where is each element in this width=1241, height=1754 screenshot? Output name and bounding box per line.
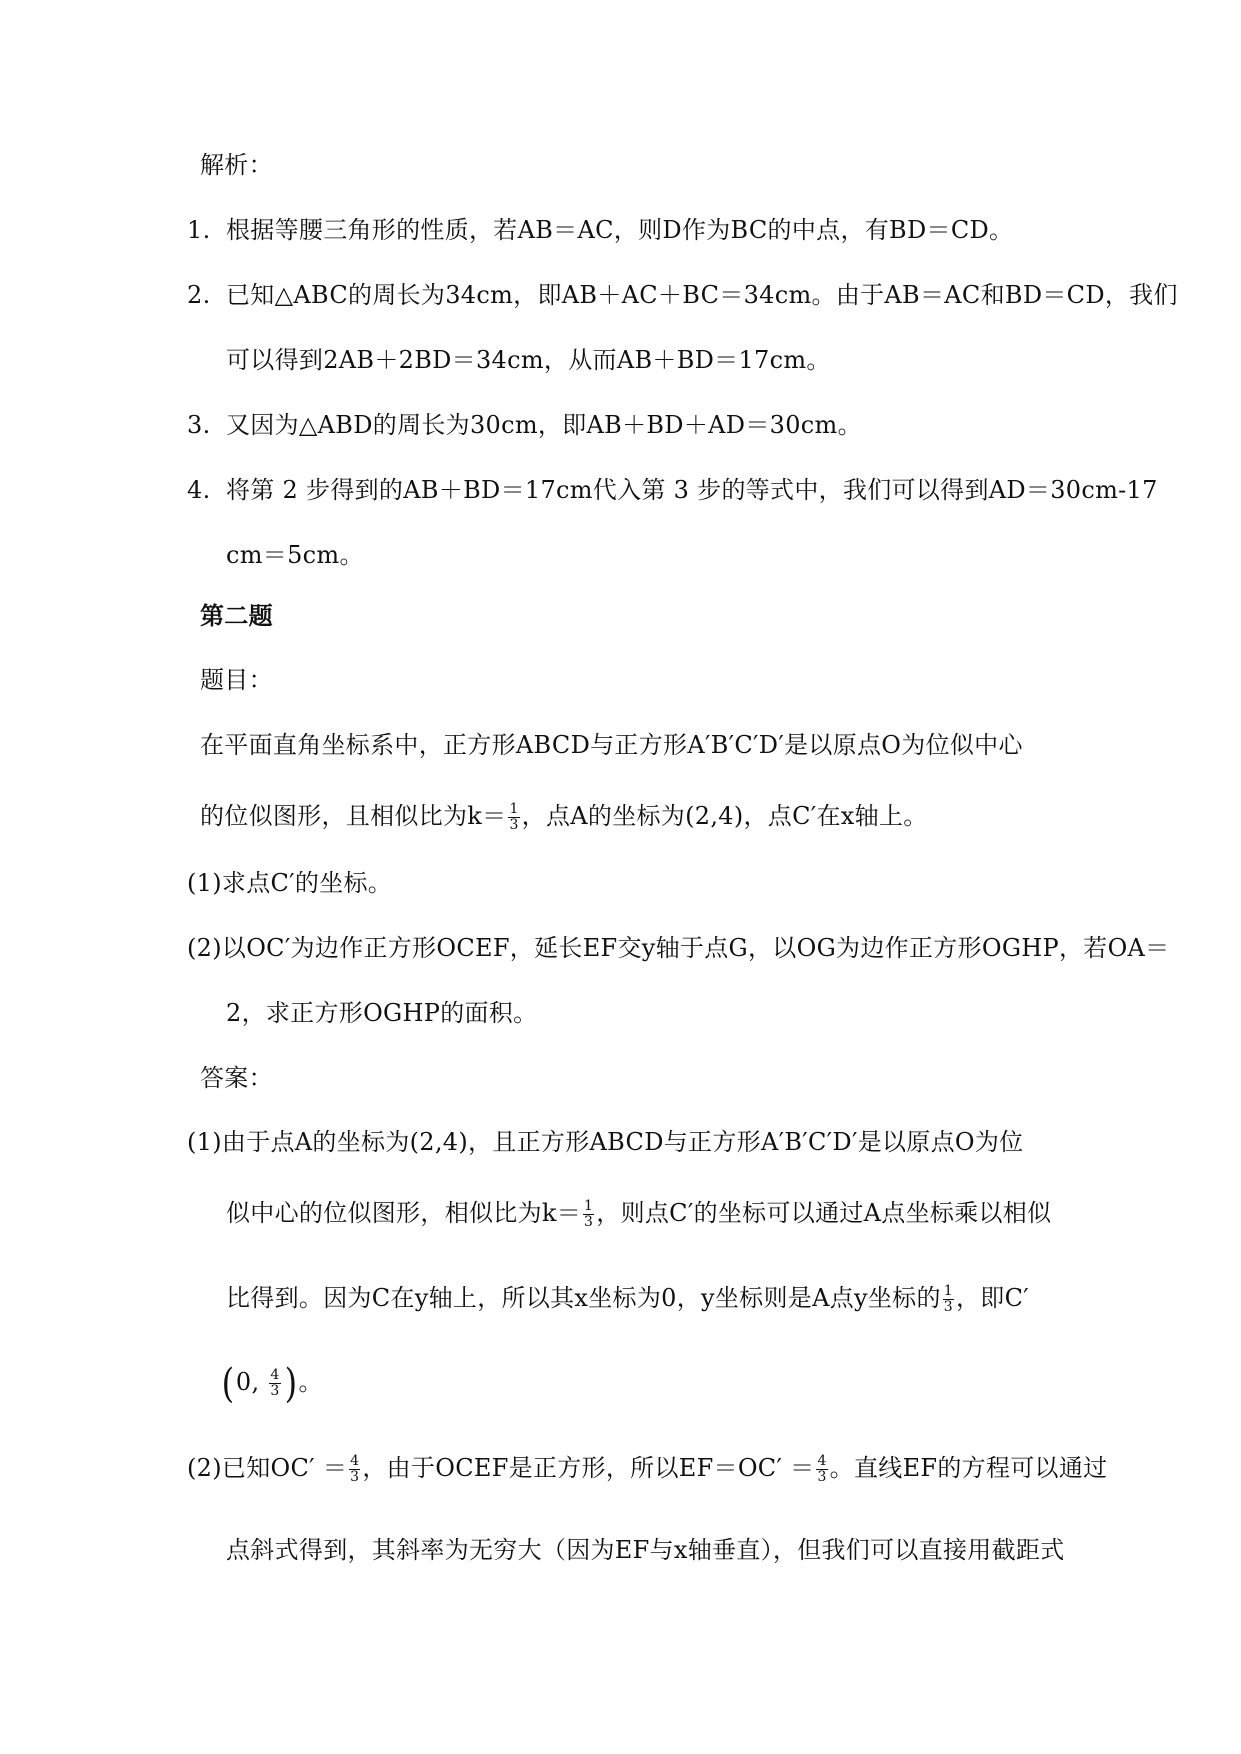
fraction-one-third: [583, 1199, 594, 1230]
answer-text: 比得到。因为C在y轴上，所以其x坐标为0，y坐标则是A点y坐标的: [226, 1284, 941, 1312]
fraction-numerator: 4: [350, 1453, 360, 1469]
step-text: 将第 2 步得到的AB＋BD＝17cm代入第 3 步的等式中，我们可以得到AD＝30cm-17: [226, 476, 1158, 504]
stem-text: ，点A的坐标为(2,4)，点C′在x轴上。: [521, 802, 928, 830]
step-number: 2.: [187, 281, 211, 309]
fraction-denominator: 3: [509, 817, 519, 833]
answer-part-2: [187, 1448, 1107, 1488]
answer-text: 。直线EF的方程可以通过: [829, 1454, 1108, 1482]
answer-part-2-continued: 点斜式得到，其斜率为无穷大（因为EF与x轴垂直），但我们可以直接用截距式: [226, 1536, 1065, 1564]
answer-coordinate: [220, 1360, 323, 1407]
answer-label: 答案：: [200, 1064, 273, 1092]
fraction-denominator: 3: [817, 1469, 827, 1485]
fraction-four-thirds: [349, 1454, 360, 1485]
answer-text: 。: [298, 1368, 323, 1396]
question-stem: 在平面直角坐标系中，正方形ABCD与正方形A′B′C′D′是以原点O为位似中心: [200, 731, 1023, 759]
fraction-denominator: 3: [350, 1469, 360, 1485]
stem-text: 的位似图形，且相似比为k＝: [200, 802, 507, 830]
answer-text: (2)已知OC′ ＝: [187, 1454, 348, 1482]
fraction-four-thirds: [816, 1454, 827, 1485]
fraction-four-thirds: [269, 1368, 280, 1399]
step-number: 4.: [187, 476, 211, 504]
question-part-1: (1)求点C′的坐标。: [187, 869, 393, 897]
fraction-numerator: 1: [943, 1283, 953, 1299]
answer-part-1: (1)由于点A的坐标为(2,4)，且正方形ABCD与正方形A′B′C′D′是以原点O为位: [187, 1128, 1024, 1156]
question-label: 题目：: [200, 666, 273, 694]
step-number: 1.: [187, 216, 211, 244]
question-part-2-continued: 2，求正方形OGHP的面积。: [226, 999, 538, 1027]
step-text: 又因为△ABD的周长为30cm，即AB＋BD＋AD＝30cm。: [226, 411, 862, 439]
fraction-denominator: 3: [943, 1299, 953, 1315]
answer-text: ，即C′: [956, 1284, 1030, 1312]
left-paren: (: [221, 1360, 235, 1407]
answer-text: ，由于OCEF是正方形，所以EF＝OC′ ＝: [362, 1454, 815, 1482]
step-text: 根据等腰三角形的性质，若AB＝AC，则D作为BC的中点，有BD＝CD。: [226, 216, 1014, 244]
answer-text: 似中心的位似图形，相似比为k＝: [226, 1199, 582, 1227]
answer-text: 0,: [235, 1368, 260, 1396]
step-number: 3.: [187, 411, 211, 439]
analysis-heading: 解析：: [200, 151, 273, 179]
step-text: 已知△ABC的周长为34cm，即AB＋AC＋BC＝34cm。由于AB＝AC和BD＝CD，我们: [226, 281, 1178, 309]
answer-part-1-continued: [226, 1278, 1029, 1318]
fraction-one-third: [943, 1284, 954, 1315]
step-text-continued: cm＝5cm。: [226, 541, 364, 569]
right-paren: ): [284, 1360, 297, 1407]
fraction-one-third: [508, 802, 519, 833]
question-stem-continued: [200, 796, 928, 836]
fraction-numerator: 4: [817, 1453, 827, 1469]
question-part-2: (2)以OC′为边作正方形OCEF，延长EF交y轴于点G，以OG为边作正方形OGHP，若OA＝: [187, 934, 1170, 962]
problem-title: 第二题: [200, 601, 273, 630]
answer-text: ，则点C′的坐标可以通过A点坐标乘以相似: [596, 1199, 1052, 1227]
answer-part-1-continued: [226, 1193, 1051, 1233]
fraction-numerator: 1: [509, 801, 519, 817]
fraction-numerator: 1: [584, 1198, 594, 1214]
fraction-denominator: 3: [270, 1383, 280, 1399]
fraction-numerator: 4: [270, 1367, 280, 1383]
fraction-denominator: 3: [584, 1214, 594, 1230]
step-text-continued: 可以得到2AB＋2BD＝34cm，从而AB＋BD＝17cm。: [226, 346, 831, 374]
